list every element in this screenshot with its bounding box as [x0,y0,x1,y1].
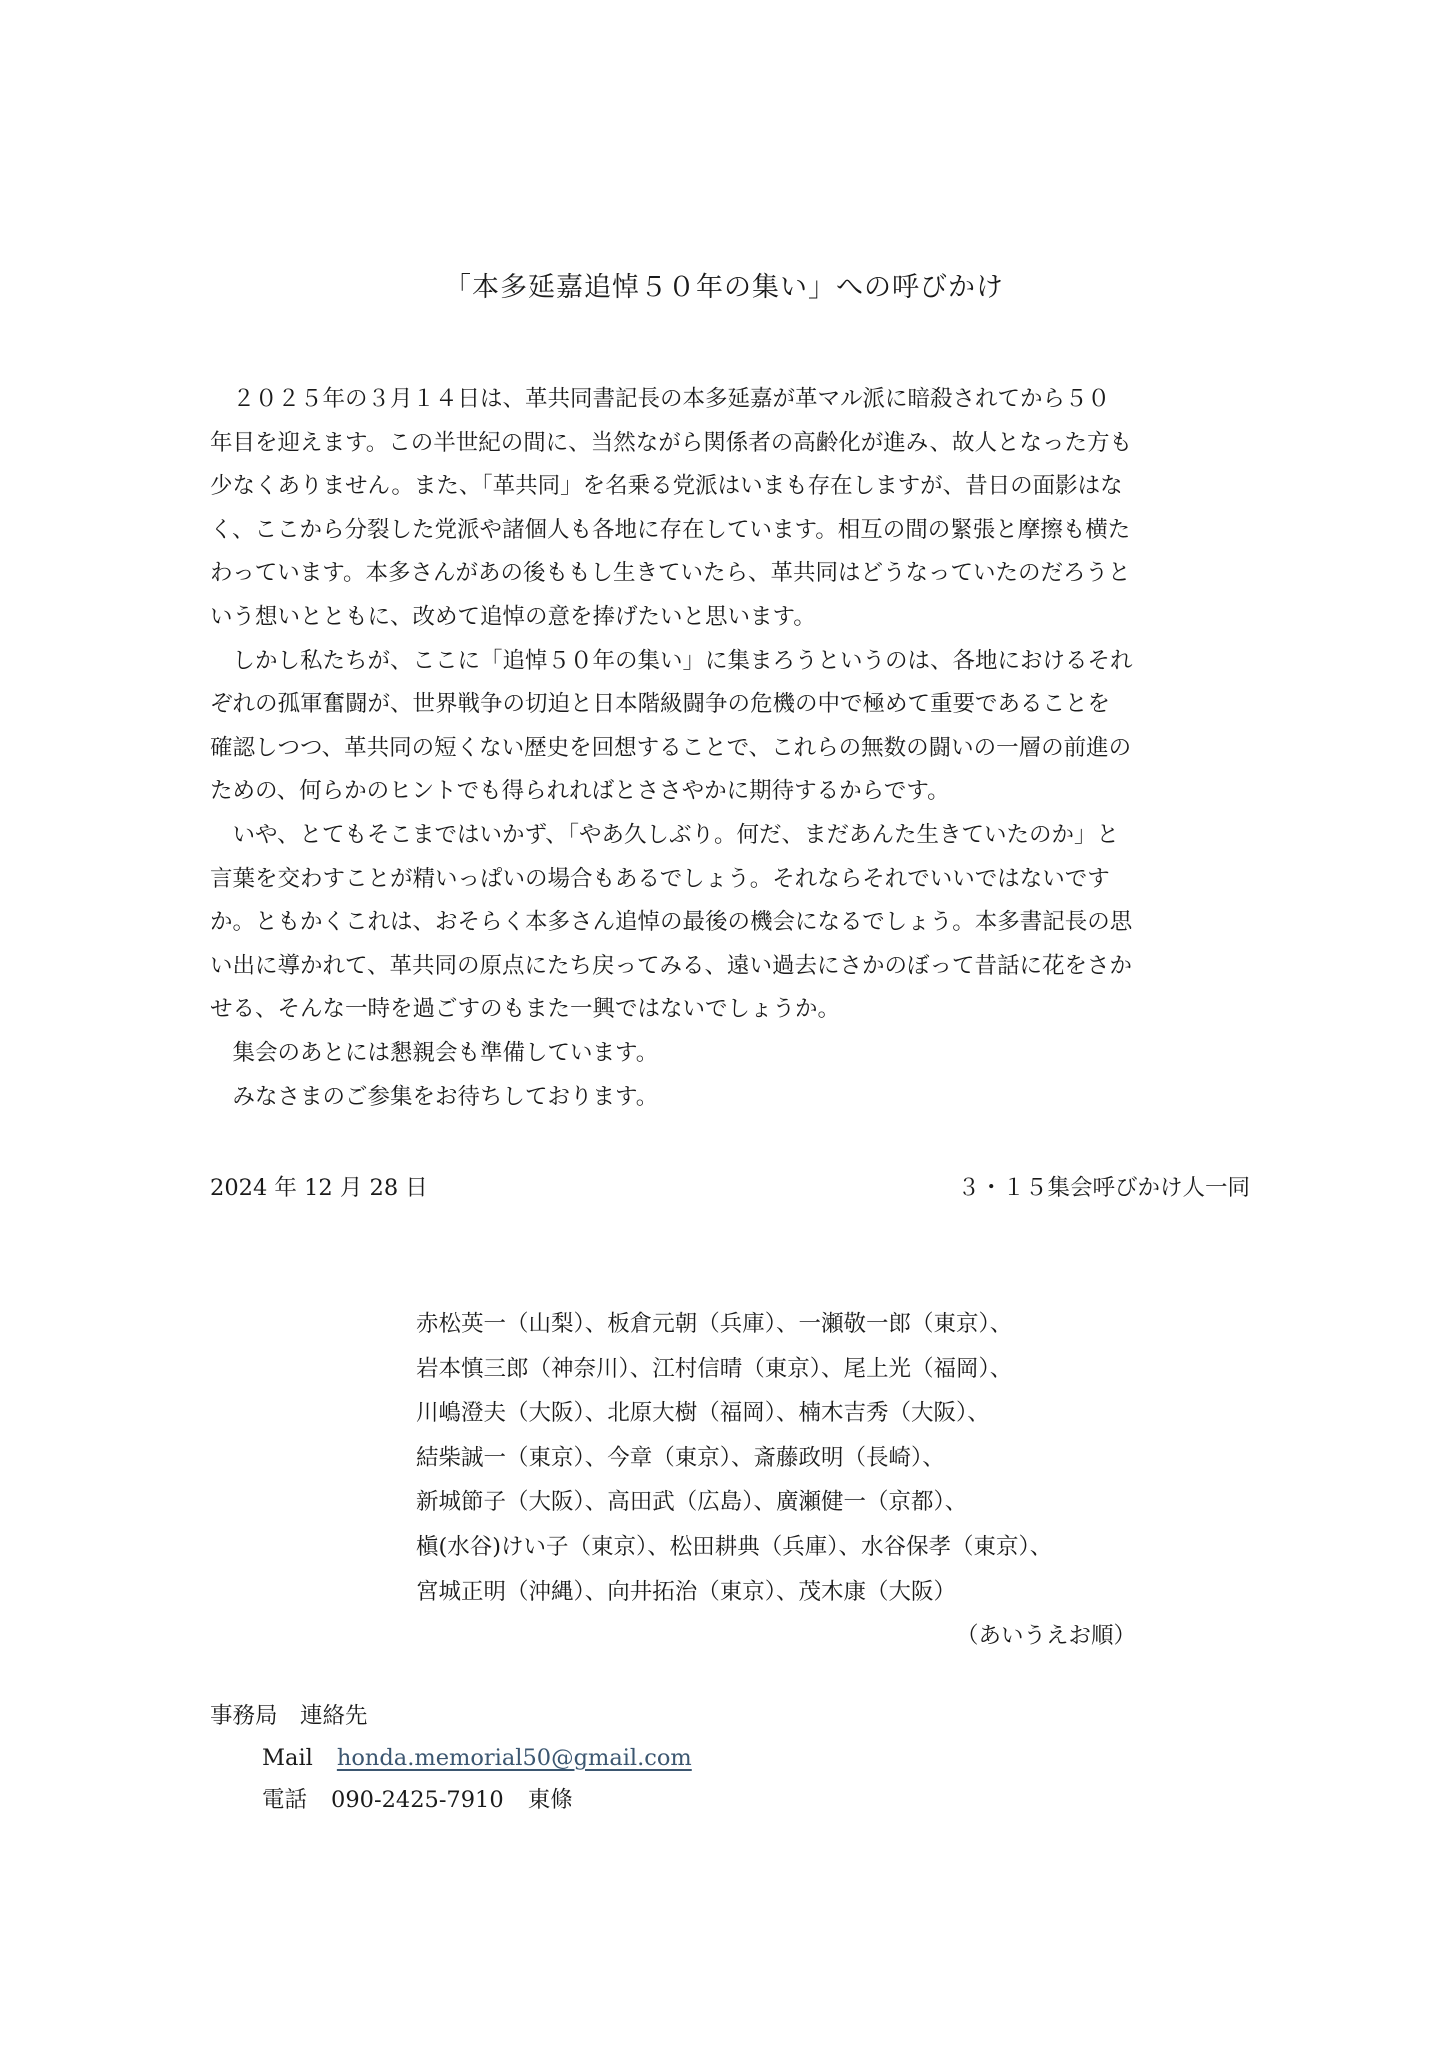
body-line: みなさまのご参集をお待ちしております。 [210,1083,659,1110]
body-line: ための、何らかのヒントでも得られればとささやかに期待するからです。 [210,778,950,805]
names-line: 結柴誠一（東京）、今章（東京）、斎藤政明（長崎）、 [416,1444,945,1471]
body-line: いう想いとともに、改めて追悼の意を捧げたいと思います。 [210,603,816,630]
body-line: いや、とてもそこまではいかず、「やあ久しぶり。何だ、まだあんた生きていたのか」と [210,821,1120,848]
document-date: 2024 年 12 月 28 日 [210,1175,428,1201]
body-line: ２０２５年の３月１４日は、革共同書記長の本多延嘉が革マル派に暗殺されてから５０ [210,386,1111,412]
body-line: く、ここから分裂した党派や諸個人も各地に存在しています。相互の間の緊張と摩擦も横た [210,516,1131,543]
body-line: 集会のあとには懇親会も準備しています。 [210,1039,659,1066]
phone-label: 電話 [262,1787,308,1813]
names-line: 宮城正明（沖縄）、向井拓治（東京）、茂木康（大阪） [416,1578,957,1605]
names-line: 岩本慎三郎（神奈川）、江村信晴（東京）、尾上光（福岡）、 [416,1355,1013,1382]
names-line: 川嶋澄夫（大阪）、北原大樹（福岡）、楠木吉秀（大阪）、 [416,1400,990,1427]
names-line: 新城節子（大阪）、高田武（広島）、廣瀬健一（京都）、 [416,1489,968,1516]
body-line: 確認しつつ、革共同の短くない歴史を回想することで、これらの無数の闘いの一層の前進の [210,734,1132,761]
phone-row [210,1779,692,1821]
phone-contact-person: 東條 [527,1787,573,1813]
mail-row [210,1737,692,1779]
body-text [210,378,1250,1119]
contact-heading: 事務局 連絡先 [210,1703,368,1729]
body-line: しかし私たちが、ここに「追悼５０年の集い」に集まろうというのは、各地におけるそれ [210,647,1133,674]
page-title: 「本多延嘉追悼５０年の集い」への呼びかけ [444,272,1004,303]
body-line: 少なくありません。また、「革共同」を名乗る党派はいまも存在しますが、昔日の面影はな [210,473,1123,500]
body-line: 言葉を交わすことが精いっぱいの場合もあるでしょう。それならそれでいいではないです [210,865,1110,892]
body-line: 年目を迎えます。この半世紀の間に、当然ながら関係者の高齢化が進み、故人となった方も [210,429,1133,456]
body-line: わっています。本多さんがあの後ももし生きていたら、革共同はどうなっていたのだろうと [210,560,1131,587]
date-signature-row [210,1170,1250,1202]
mail-label: Mail [262,1745,313,1771]
caller-names-list [416,1302,1136,1659]
body-line: い出に導かれて、革共同の原点にたち戻ってみる、遠い過去にさかのぼって昔話に花をさか [210,952,1133,979]
mail-address-link[interactable]: honda.memorial50@gmail.com [336,1745,692,1771]
body-line: か。ともかくこれは、おそらく本多さん追悼の最後の機会になるでしょう。本多書記長の思 [210,909,1133,936]
body-line: せる、そんな一時を過ごすのもまた一興ではないでしょうか。 [210,996,841,1023]
names-line: 赤松英一（山梨）、板倉元朝（兵庫）、一瀬敬一郎（東京）、 [416,1311,1013,1337]
names-order-note: （あいうえお順） [955,1623,1136,1650]
signature: ３・１５集会呼びかけ人一同 [957,1175,1250,1201]
phone-number: 090-2425-7910 [331,1787,504,1813]
body-line: ぞれの孤軍奮闘が、世界戦争の切迫と日本階級闘争の危機の中で極めて重要であることを [210,691,1111,718]
contact-section [210,1695,692,1821]
names-line: 槇(水谷)けい子（東京）、松田耕典（兵庫）、水谷保孝（東京）、 [416,1533,1053,1560]
